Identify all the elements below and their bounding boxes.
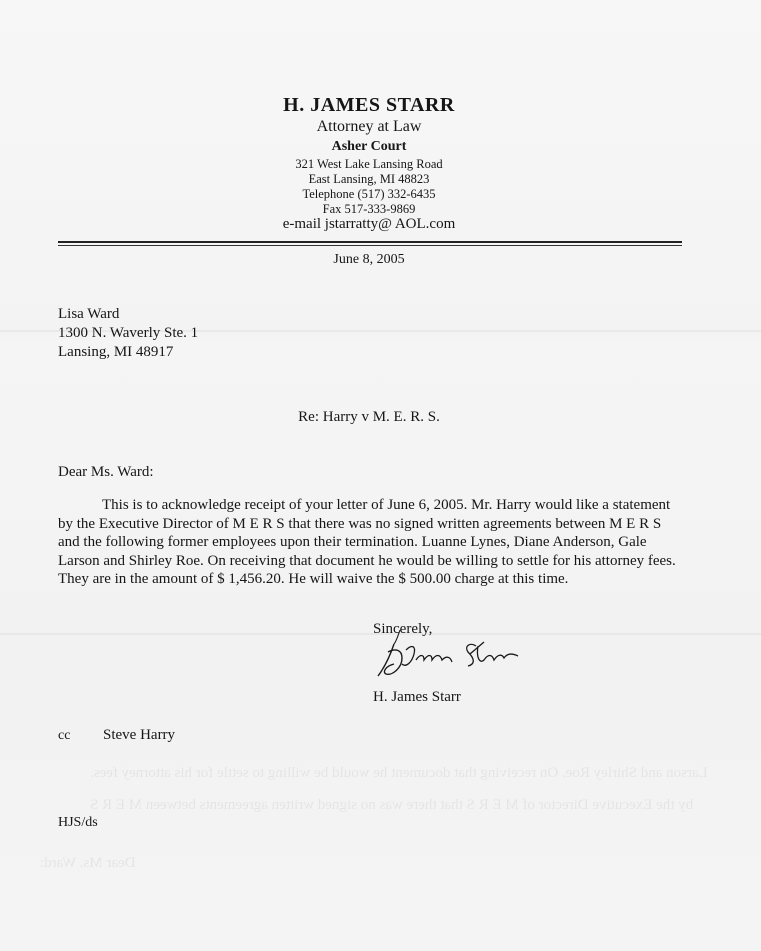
signer-name: H. James Starr bbox=[373, 689, 461, 705]
closing: Sincerely, bbox=[373, 621, 433, 637]
recipient-name: Lisa Ward bbox=[58, 306, 120, 322]
letterhead-rule bbox=[58, 241, 682, 243]
body-line: by the Executive Director of M E R S that there was no signed written agreements between M E R S bbox=[58, 515, 662, 532]
letter-date: June 8, 2005 bbox=[333, 252, 405, 267]
recipient-street: 1300 N. Waverly Ste. 1 bbox=[58, 325, 199, 341]
cc-label: cc bbox=[58, 728, 71, 743]
letterhead-email: e-mail jstarratty@ AOL.com bbox=[282, 216, 456, 232]
typist-initials: HJS/ds bbox=[58, 815, 98, 830]
bleed-through-text: Larson and Shirley Roe. On receiving that document he would be willing to settle for his attorney fees. bbox=[90, 765, 708, 781]
salutation: Dear Ms. Ward: bbox=[58, 464, 154, 480]
bleed-through-text: by the Executive Director of M E R S that there was no signed written agreements between M E R S bbox=[90, 797, 694, 813]
body-line: and the following former employees upon their termination. Luanne Lynes, Diane Anderson, Gale bbox=[58, 534, 647, 550]
letterhead-title: Attorney at Law bbox=[316, 118, 422, 135]
letterhead-telephone: Telephone (517) 332-6435 bbox=[302, 187, 436, 201]
letterhead-street: 321 West Lake Lansing Road bbox=[295, 157, 443, 171]
letterhead-name: H. JAMES STARR bbox=[283, 94, 455, 116]
body-line: This is to acknowledge receipt of your letter of June 6, 2005. Mr. Harry would like a statement bbox=[102, 497, 671, 513]
body-line: They are in the amount of $ 1,456.20. He will waive the $ 500.00 charge at this time. bbox=[58, 571, 569, 587]
bleed-through-text: Dear Ms. Ward: bbox=[40, 855, 136, 871]
letterhead-rule-thin bbox=[58, 245, 682, 246]
cc-name: Steve Harry bbox=[103, 727, 176, 743]
letterhead-fax: Fax 517-333-9869 bbox=[322, 202, 416, 216]
letter-body bbox=[58, 496, 678, 589]
handwritten-signature bbox=[372, 624, 532, 688]
re-line: Re: Harry v M. E. R. S. bbox=[298, 409, 440, 425]
body-line: Larson and Shirley Roe. On receiving that document he would be willing to settle for his attorney fees. bbox=[58, 552, 676, 569]
recipient-city: Lansing, MI 48917 bbox=[58, 344, 174, 360]
letterhead-building: Asher Court bbox=[331, 139, 407, 154]
letterhead-city: East Lansing, MI 48823 bbox=[308, 172, 430, 186]
